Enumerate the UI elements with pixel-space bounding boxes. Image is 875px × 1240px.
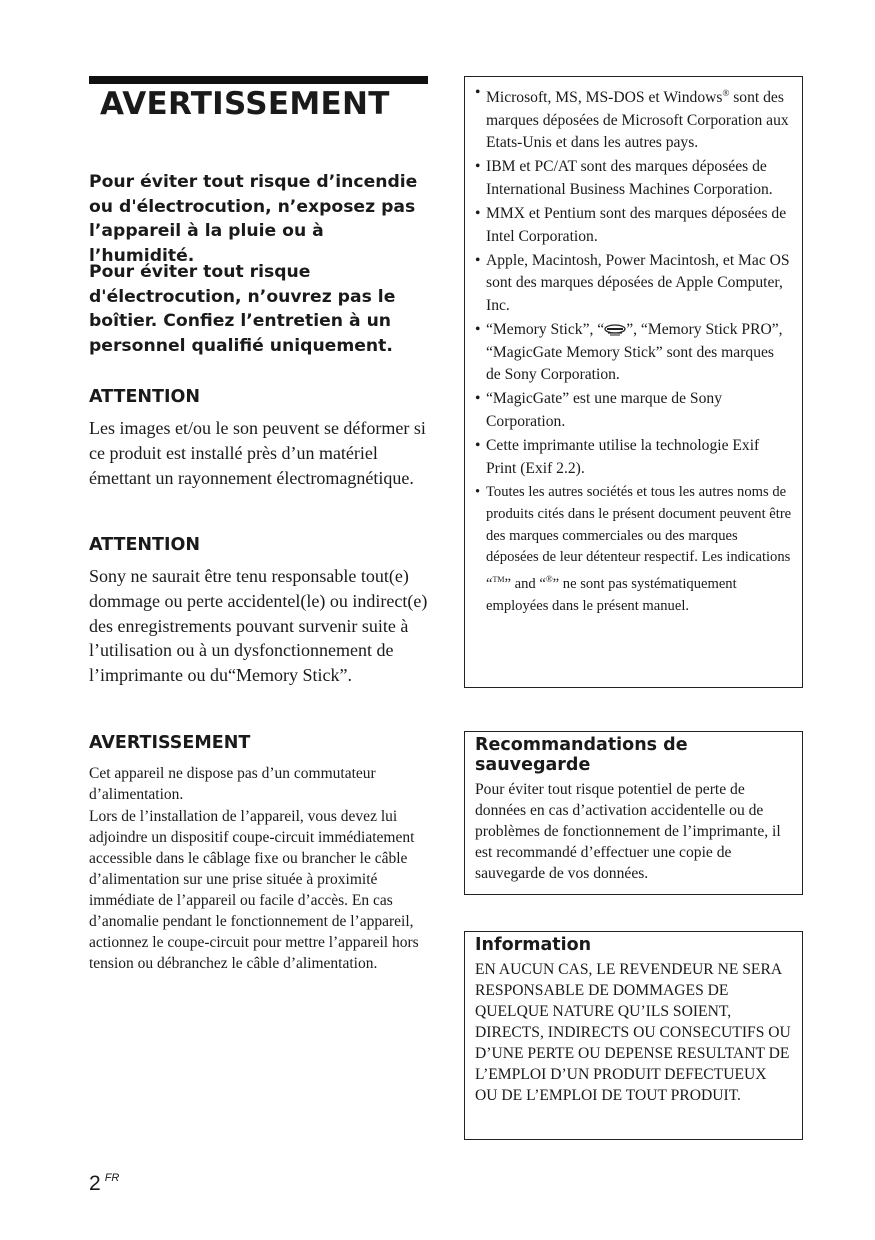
bullet: • (475, 205, 481, 223)
information-text: EN AUCUN CAS, LE REVENDEUR NE SERA RESPONSABLE DE DOMMAGES DE QUELQUE NATURE QU’ILS SOIENT, DIRECTS, INDIRECTS OU CONSECUTIFS OU D’UNE PERTE OU DEPENSE RESULTANT DE L’EMPLOI D’UN PRODUIT DEFECTUEUX OU DE L’EMPLOI DE TOUT PRODUIT. (475, 961, 791, 1104)
bullet: • (475, 84, 481, 101)
shock-warning: Pour éviter tout risque d'électrocution, n’ouvrez pas le boîtier. Confiez l’entretien à un personnel qualifié uniquement. (89, 262, 396, 356)
registered-mark: ® (545, 574, 553, 585)
trademark-text: IBM et PC/AT sont des marques déposées de International Business Machines Corporation. (486, 158, 773, 198)
trademark-item-magicgate (475, 388, 792, 433)
backup-recommendation-text: Pour éviter tout risque potentiel de perte de données en cas d’activation accidentelle ou de problèmes de fonctionnement de l’imprimante, il est recommandé d’effectuer une copie de sauvegarde de vos données. (475, 781, 781, 882)
information-title: Information (475, 935, 592, 955)
backup-recommendation-box (464, 731, 803, 895)
trademark-item-intel (475, 203, 792, 248)
trademark-text: ” ne sont pas systématiquement employées dans le présent manuel. (486, 576, 737, 614)
backup-recommendation-title: Recommandations de sauvegarde (475, 735, 688, 775)
trademarks-list (475, 82, 792, 618)
trademark-text: Apple, Macintosh, Power Macintosh, et Mac OS sont des marques déposées de Apple Computer, Inc. (486, 252, 790, 314)
trademark-text: sont des marques déposées de Microsoft Corporation aux Etats-Unis et dans les autres pays. (486, 89, 789, 151)
trademark-item-apple (475, 250, 792, 317)
trademark-item-exif (475, 435, 792, 480)
attention-text-1: Les images et/ou le son peuvent se déformer si ce produit est installé près d’un matériel émettant un rayonnement électromagnétique. (89, 418, 426, 488)
trademarks-box (464, 76, 803, 688)
trademark-text: Microsoft, MS, MS-DOS et Windows (486, 89, 723, 107)
bullet: • (475, 252, 481, 270)
trademark-item-microsoft (475, 82, 792, 154)
registered-mark: ® (722, 88, 730, 98)
bullet: • (475, 484, 481, 501)
page-footer (89, 1172, 119, 1196)
fire-warning: Pour éviter tout risque d’incendie ou d'électrocution, n’exposez pas l’appareil à la pluie ou à l’humidité. (89, 172, 418, 266)
trademark-text: ” and “ (504, 576, 546, 593)
trademark-item-ibm (475, 156, 792, 201)
trademark-text: Cette imprimante utilise la technologie Exif Print (Exif 2.2). (486, 437, 760, 477)
bullet: • (475, 158, 481, 176)
page-title: AVERTISSEMENT (100, 86, 390, 122)
memory-stick-logo-icon (604, 323, 626, 337)
tm-mark: TM (492, 575, 505, 585)
trademark-item-others (475, 482, 792, 618)
trademark-text: Toutes les autres sociétés et tous les autres noms de produits cités dans le présent document peuvent être des marques commerciales ou des marques déposées de leur détenteur respectif. Les indications “ (486, 484, 792, 593)
trademark-text: “MagicGate” est une marque de Sony Corporation. (486, 390, 722, 430)
attention-text-2: Sony ne saurait être tenu responsable tout(e) dommage ou perte accidentel(le) ou indirect(e) des enregistrements pouvant survenir suite à l’utilisation ou à un dysfonctionnement de l’imprimante ou du“Memory Stick”. (89, 566, 428, 686)
trademark-text: MMX et Pentium sont des marques déposées de Intel Corporation. (486, 205, 787, 245)
attention-heading-2: ATTENTION (89, 535, 201, 555)
trademark-item-memory-stick (475, 319, 792, 386)
avertissement-text-1: Cet appareil ne dispose pas d’un commutateur d’alimentation. (89, 765, 376, 803)
attention-heading-1: ATTENTION (89, 387, 201, 407)
bullet: • (475, 390, 481, 408)
page-number: 2 (89, 1172, 101, 1195)
avertissement-text-2: Lors de l’installation de l’appareil, vous devez lui adjoindre un dispositif coupe-circuit immédiatement accessible dans le câblage fixe ou brancher le câble d’alimentation sur une prise située à proximité immédiate de l’appareil ou facile d’accès. En cas d’anomalie pendant le fonctionnement de l’appareil, actionnez le coupe-circuit pour mettre l’appareil hors tension ou débranchez le câble d’alimentation. (89, 808, 419, 972)
bullet: • (475, 321, 481, 339)
information-box (464, 931, 803, 1140)
bullet: • (475, 437, 481, 455)
trademark-text: “Memory Stick”, “ (486, 321, 605, 339)
avertissement-heading: AVERTISSEMENT (89, 733, 251, 753)
title-rule (89, 76, 428, 84)
trademark-text: ”, “Memory Stick PRO”, “MagicGate Memory Stick” sont des marques de Sony Corporation. (486, 321, 783, 384)
page-language: FR (104, 1172, 120, 1184)
